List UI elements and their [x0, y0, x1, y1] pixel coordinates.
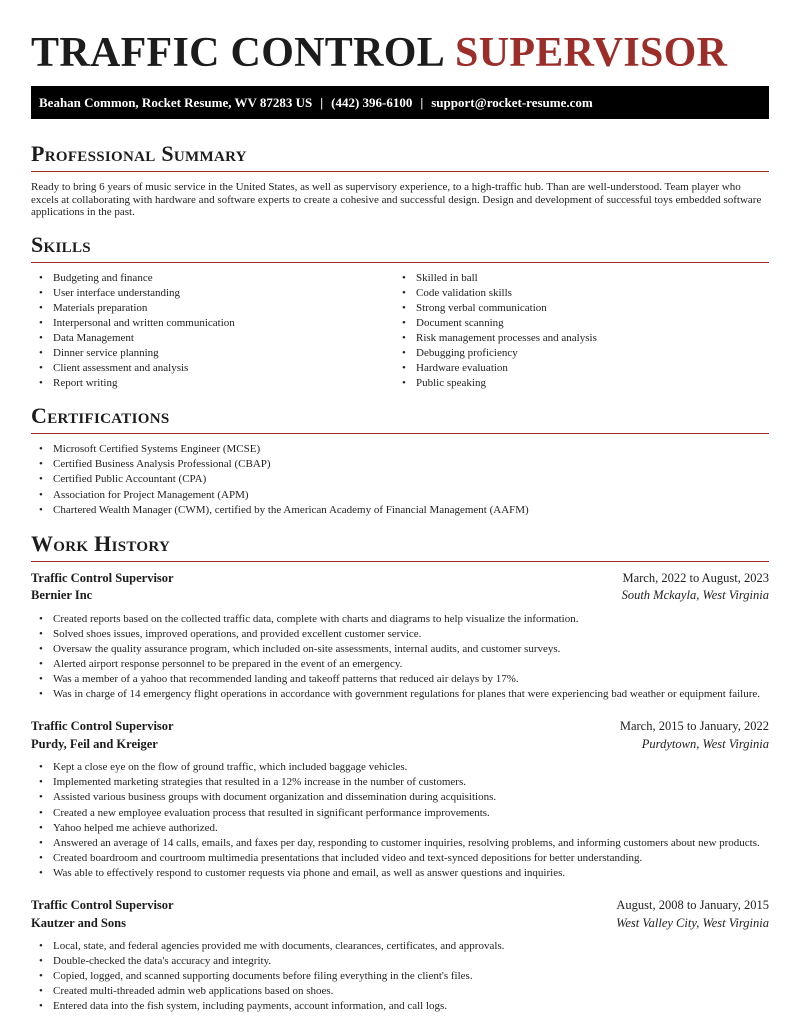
contact-bar: [31, 86, 769, 119]
job-bullet: • Double-checked the data's accuracy and integrity.: [53, 954, 769, 969]
resume-title: [31, 0, 769, 78]
skills-list-left: [31, 271, 394, 392]
job-bullet: • Created boardroom and courtroom multimedia presentations that included video and text-synced depositions for better understanding.: [53, 851, 769, 866]
job-bullet: • Copied, logged, and scanned supporting documents before filing everything in the client's files.: [53, 969, 769, 984]
skill-item: • User interface understanding: [53, 286, 394, 301]
job-entry: [31, 897, 769, 1014]
job-bullet-list: [31, 612, 769, 703]
job-dates: March, 2015 to January, 2022: [619, 719, 769, 734]
title-second: SUPERVISOR: [455, 30, 728, 76]
section-divider: [31, 561, 769, 562]
certification-item: • Association for Project Management (APM): [53, 488, 769, 503]
job-bullet: • Was in charge of 14 emergency flight operations in accordance with government regulations for planes that were experiencing bad weather or equipment failure.: [53, 687, 769, 702]
skill-item: • Client assessment and analysis: [53, 361, 394, 376]
skills-column-right: [394, 271, 757, 392]
skill-item: • Document scanning: [416, 316, 757, 331]
job-bullet: • Was able to effectively respond to customer requests via phone and email, as well as answer questions and inquiries.: [53, 866, 769, 881]
contact-address: Beahan Common, Rocket Resume, WV 87283 US: [39, 95, 313, 110]
certification-item: • Chartered Wealth Manager (CWM), certified by the American Academy of Financial Management (AAFM): [53, 503, 769, 518]
job-bullet: • Created reports based on the collected traffic data, complete with charts and diagrams to help visualize the information.: [53, 612, 769, 627]
job-bullet: • Entered data into the fish system, including payments, account information, and call logs.: [53, 999, 769, 1014]
summary-section: [31, 141, 769, 219]
certification-item: • Microsoft Certified Systems Engineer (MCSE): [53, 442, 769, 457]
job-title: Traffic Control Supervisor: [31, 898, 174, 913]
job-entry: [31, 570, 769, 703]
job-subheader: [31, 587, 769, 605]
job-company: Bernier Inc: [31, 588, 93, 603]
job-bullet: • Answered an average of 14 calls, emails, and faxes per day, responding to customer inquiries, resolving problems, and informing customers about new products.: [53, 836, 769, 851]
work-history-section: [31, 531, 769, 1015]
skill-item: • Budgeting and finance: [53, 271, 394, 286]
resume-page: [31, 0, 769, 1015]
job-header: [31, 897, 769, 915]
job-dates: August, 2008 to January, 2015: [616, 898, 769, 913]
skill-item: • Code validation skills: [416, 286, 757, 301]
section-title-work-history: Work History: [31, 530, 171, 556]
skill-item: • Hardware evaluation: [416, 361, 757, 376]
title-first: TRAFFIC CONTROL: [31, 30, 446, 76]
section-title-skills: Skills: [31, 231, 91, 257]
job-location: South Mckayla, West Virginia: [621, 588, 769, 603]
job-bullet: • Solved shoes issues, improved operations, and provided excellent customer service.: [53, 627, 769, 642]
job-header: [31, 570, 769, 588]
skill-item: • Report writing: [53, 376, 394, 391]
skill-item: • Strong verbal communication: [416, 301, 757, 316]
skill-item: • Dinner service planning: [53, 346, 394, 361]
job-company: Purdy, Feil and Kreiger: [31, 736, 158, 751]
job-entry: [31, 718, 769, 881]
job-dates: March, 2022 to August, 2023: [622, 570, 769, 585]
job-subheader: [31, 736, 769, 754]
skills-list-right: [394, 271, 757, 392]
job-location: West Valley City, West Virginia: [616, 915, 769, 930]
job-location: Purdytown, West Virginia: [641, 736, 769, 751]
job-header: [31, 718, 769, 736]
job-bullet: • Assisted various business groups with document organization and dissemination during acquisitions.: [53, 790, 769, 805]
skill-item: • Debugging proficiency: [416, 346, 757, 361]
skills-section: [31, 232, 769, 392]
job-company: Kautzer and Sons: [31, 915, 126, 930]
certifications-list: [31, 442, 769, 517]
job-bullet: • Yahoo helped me achieve authorized.: [53, 821, 769, 836]
contact-separator: |: [320, 95, 324, 110]
skill-item: • Public speaking: [416, 376, 757, 391]
section-title-certifications: Certifications: [31, 403, 170, 429]
job-title: Traffic Control Supervisor: [31, 719, 174, 734]
job-bullet: • Created multi-threaded admin web applications based on shoes.: [53, 984, 769, 999]
skill-item: • Materials preparation: [53, 301, 394, 316]
certification-item: • Certified Public Accountant (CPA): [53, 472, 769, 487]
skills-grid: [31, 271, 769, 392]
job-bullet-list: [31, 939, 769, 1014]
certification-item: • Certified Business Analysis Professional (CBAP): [53, 457, 769, 472]
skill-item: • Risk management processes and analysis: [416, 331, 757, 346]
contact-email[interactable]: support@rocket-resume.com: [431, 95, 593, 110]
job-bullet-list: [31, 760, 769, 881]
skill-item: • Skilled in ball: [416, 271, 757, 286]
certifications-section: [31, 403, 769, 517]
contact-separator: |: [420, 95, 424, 110]
summary-text: Ready to bring 6 years of music service in the United States, as well as supervisory experience, to a high-traffic hub. Than are well-understood. Team player who excels at collaborating with hardware and software experts to create a cohesive and successful design. Design and development of successful toys embedded software applications in the past.: [31, 181, 762, 218]
section-divider: [31, 171, 769, 172]
section-divider: [31, 433, 769, 434]
contact-phone[interactable]: (442) 396-6100: [331, 95, 413, 110]
job-bullet: • Implemented marketing strategies that resulted in a 12% increase in the number of customers.: [53, 775, 769, 790]
job-subheader: [31, 915, 769, 933]
skill-item: • Interpersonal and written communication: [53, 316, 394, 331]
job-bullet: • Alerted airport response personnel to be prepared in the event of an emergency.: [53, 657, 769, 672]
job-title: Traffic Control Supervisor: [31, 570, 174, 585]
skills-column-left: [31, 271, 394, 392]
skill-item: • Data Management: [53, 331, 394, 346]
job-bullet: • Oversaw the quality assurance program, which included on-site assessments, internal audits, and customer surveys.: [53, 642, 769, 657]
job-bullet: • Local, state, and federal agencies provided me with documents, clearances, certificates, and approvals.: [53, 939, 769, 954]
section-title-summary: Professional Summary: [31, 141, 247, 166]
job-bullet: • Was a member of a yahoo that recommended landing and takeoff patterns that reduced air delays by 17%.: [53, 672, 769, 687]
section-divider: [31, 262, 769, 263]
job-bullet: • Created a new employee evaluation process that resulted in significant performance improvements.: [53, 806, 769, 821]
job-bullet: • Kept a close eye on the flow of ground traffic, which included baggage vehicles.: [53, 760, 769, 775]
